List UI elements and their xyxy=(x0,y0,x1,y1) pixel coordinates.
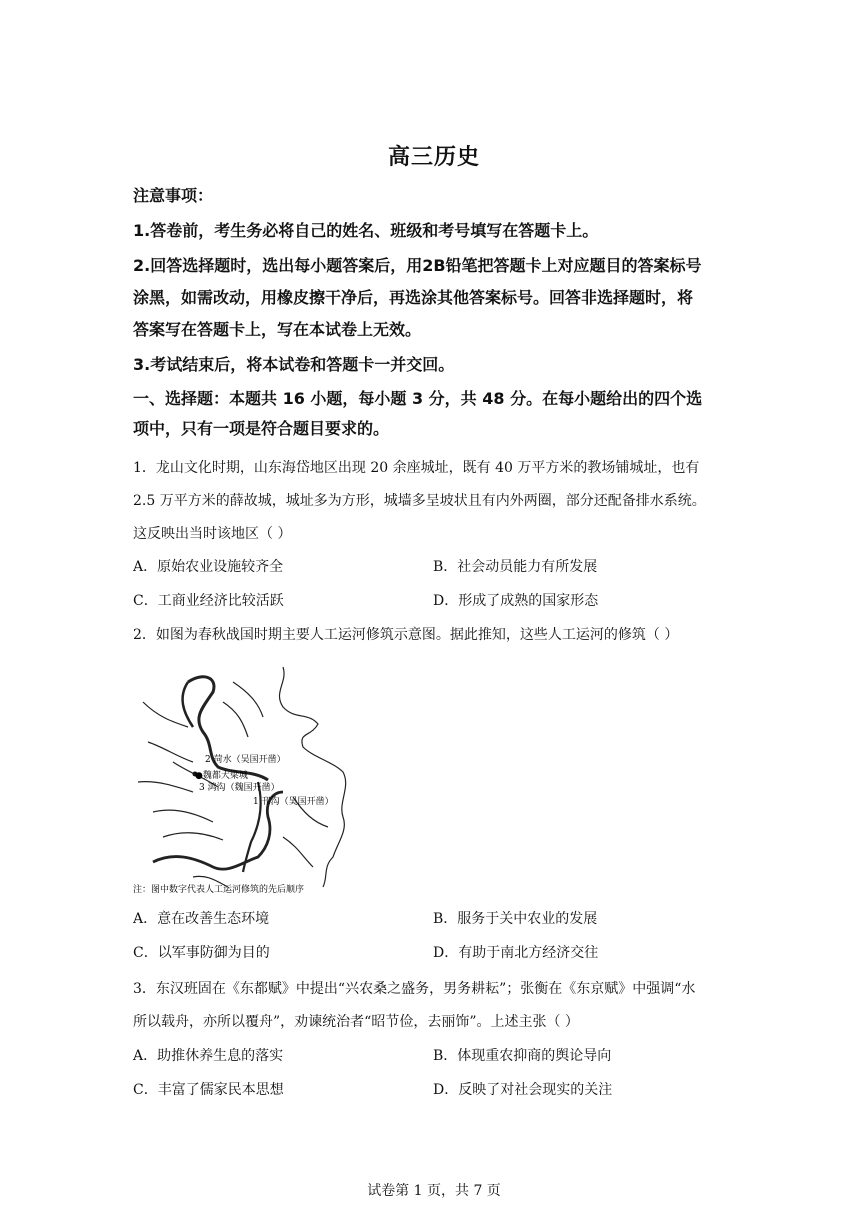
q1-option-c: C．工商业经济比较活跃 xyxy=(133,593,284,609)
map-note: 注：图中数字代表人工运河修筑的先后顺序 xyxy=(133,885,305,894)
page-footer: 试卷第 1 页，共 7 页 xyxy=(367,1183,501,1199)
notice-item-2-cont: 涂黑，如需改动，用橡皮擦干净后，再选涂其他答案标号。回答非选择题时，将 xyxy=(133,288,694,307)
q3-option-a: A．助推休养生息的落实 xyxy=(133,1048,284,1064)
q2-stem-line1: 2．如图为春秋战国时期主要人工运河修筑示意图。据此推知，这些人工运河的修筑（ ） xyxy=(133,627,679,643)
notice-item-1: 1.答卷前，考生务必将自己的姓名、班级和考号填写在答题卡上。 xyxy=(133,221,599,240)
q3-stem-line2: 所以载舟，亦所以覆舟”，劝谏统治者“昭节俭，去丽饰”。上述主张（ ） xyxy=(133,1014,579,1030)
q3-option-b: B．体现重农抑商的舆论导向 xyxy=(433,1048,612,1064)
notice-item-2-cont2: 答案写在答题卡上，写在本试卷上无效。 xyxy=(133,320,422,339)
map-label-daliang: ●魏都大梁城 xyxy=(195,771,248,781)
q2-option-d: D．有助于南北方经济交往 xyxy=(433,945,599,961)
q1-option-d: D．形成了成熟的国家形态 xyxy=(433,593,599,609)
section-heading-line2: 项中，只有一项是符合题目要求的。 xyxy=(133,419,390,438)
q3-option-c: C．丰富了儒家民本思想 xyxy=(133,1082,284,1098)
q2-option-a: A．意在改善生态环境 xyxy=(133,911,270,927)
q2-option-b: B．服务于关中农业的发展 xyxy=(433,911,598,927)
q1-stem-line2: 2.5 万平方米的薛故城，城址多为方形，城墙多呈坡状且有内外两圈，部分还配备排水系统。 xyxy=(133,493,706,509)
q1-option-a: A．原始农业设施较齐全 xyxy=(133,559,284,575)
page-title: 高三历史 xyxy=(387,145,480,170)
canal-map xyxy=(133,662,373,894)
coastline xyxy=(279,667,345,887)
notice-heading: 注意事项： xyxy=(133,186,214,205)
notice-item-3: 3.考试结束后，将本试卷和答题卡一并交回。 xyxy=(133,355,455,374)
q1-option-b: B．社会动员能力有所发展 xyxy=(433,559,598,575)
q3-option-d: D．反映了对社会现实的关注 xyxy=(433,1082,613,1098)
section-heading-line1: 一、选择题：本题共 16 小题，每小题 3 分，共 48 分。在每小题给出的四个选 xyxy=(133,389,703,408)
map-label-hangou: 1 邗沟（吴国开凿） xyxy=(253,797,334,807)
q3-stem-line1: 3．东汉班固在《东都赋》中提出“兴农桑之盛务，男务耕耘”；张衡在《东京赋》中强调“水 xyxy=(133,981,696,997)
yellow-river-branch xyxy=(183,682,193,727)
q2-option-c: C．以军事防御为目的 xyxy=(133,945,270,961)
map-label-honggou: 3 鸿沟（魏国开凿） xyxy=(199,783,280,793)
canal-map-figure xyxy=(133,662,373,894)
map-label-heshui: 2 菏水（吴国开凿） xyxy=(205,755,286,765)
q1-stem-line3: 这反映出当时该地区（ ） xyxy=(133,526,292,542)
q1-stem-line1: 1．龙山文化时期，山东海岱地区出现 20 余座城址，既有 40 万平方米的教场铺城址，也有 xyxy=(133,460,700,476)
notice-item-2: 2.回答选择题时，选出每小题答案后，用2B铅笔把答题卡上对应题目的答案标号 xyxy=(133,256,702,275)
